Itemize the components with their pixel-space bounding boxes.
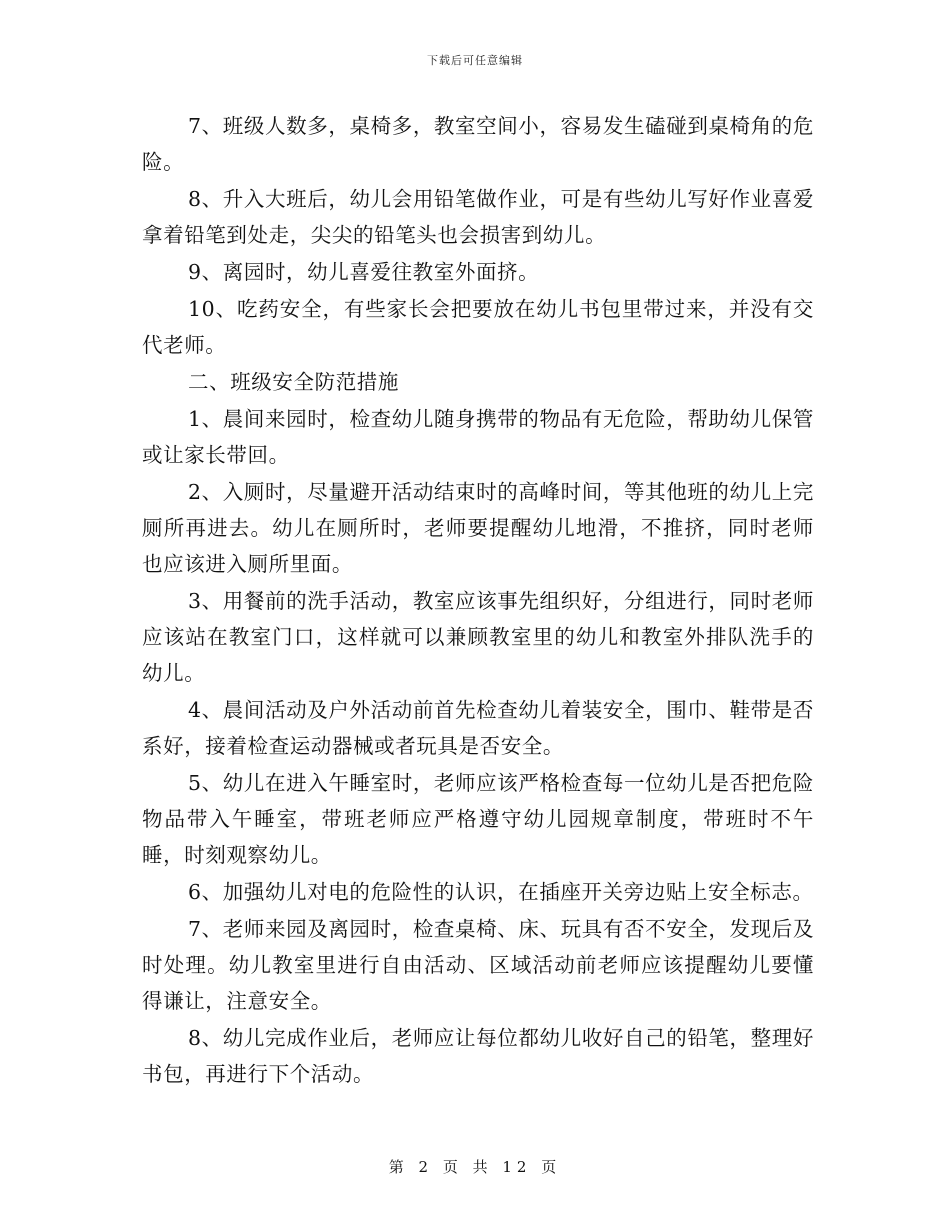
paragraph-risk-10: 10、吃药安全，有些家长会把要放在幼儿书包里带过来，并没有交代老师。	[142, 297, 814, 357]
paragraph-measure-1: 1、晨间来园时，检查幼儿随身携带的物品有无危险，帮助幼儿保管或让家长带回。	[142, 407, 814, 467]
document-body	[142, 108, 814, 1093]
paragraph-risk-7: 7、班级人数多，桌椅多，教室空间小，容易发生磕碰到桌椅角的危险。	[142, 114, 814, 174]
paragraph-measure-4: 4、晨间活动及户外活动前首先检查幼儿着装安全，围巾、鞋带是否系好，接着检查运动器械或者玩具是否安全。	[142, 698, 814, 758]
paragraph-measure-6: 6、加强幼儿对电的危险性的认识，在插座开关旁边贴上安全标志。	[188, 880, 814, 904]
section-heading-measures: 二、班级安全防范措施	[188, 370, 399, 394]
paragraph-measure-5: 5、幼儿在进入午睡室时，老师应该严格检查每一位幼儿是否把危险物品带入午睡室，带班老师应严格遵守幼儿园规章制度，带班时不午睡，时刻观察幼儿。	[142, 771, 814, 867]
paragraph-measure-8: 8、幼儿完成作业后，老师应让每位都幼儿收好自己的铅笔，整理好书包，再进行下个活动。	[142, 1026, 814, 1086]
paragraph-measure-2: 2、入厕时，尽量避开活动结束时的高峰时间，等其他班的幼儿上完厕所再进去。幼儿在厕所时，老师要提醒幼儿地滑，不推挤，同时老师也应该进入厕所里面。	[142, 480, 814, 576]
page-header-note: 下载后可任意编辑	[427, 54, 523, 67]
paragraph-measure-3: 3、用餐前的洗手活动，教室应该事先组织好，分组进行，同时老师应该站在教室门口，这样就可以兼顾教室里的幼儿和教室外排队洗手的幼儿。	[142, 589, 814, 685]
paragraph-measure-7: 7、老师来园及离园时，检查桌椅、床、玩具有否不安全，发现后及时处理。幼儿教室里进行自由活动、区域活动前老师应该提醒幼儿要懂得谦让，注意安全。	[142, 917, 814, 1013]
paragraph-risk-8: 8、升入大班后，幼儿会用铅笔做作业，可是有些幼儿写好作业喜爱拿着铅笔到处走，尖尖的铅笔头也会损害到幼儿。	[142, 187, 814, 247]
paragraph-risk-9: 9、离园时，幼儿喜爱往教室外面挤。	[188, 260, 540, 284]
page-number-footer: 第 2 页 共 12 页	[388, 1158, 562, 1176]
